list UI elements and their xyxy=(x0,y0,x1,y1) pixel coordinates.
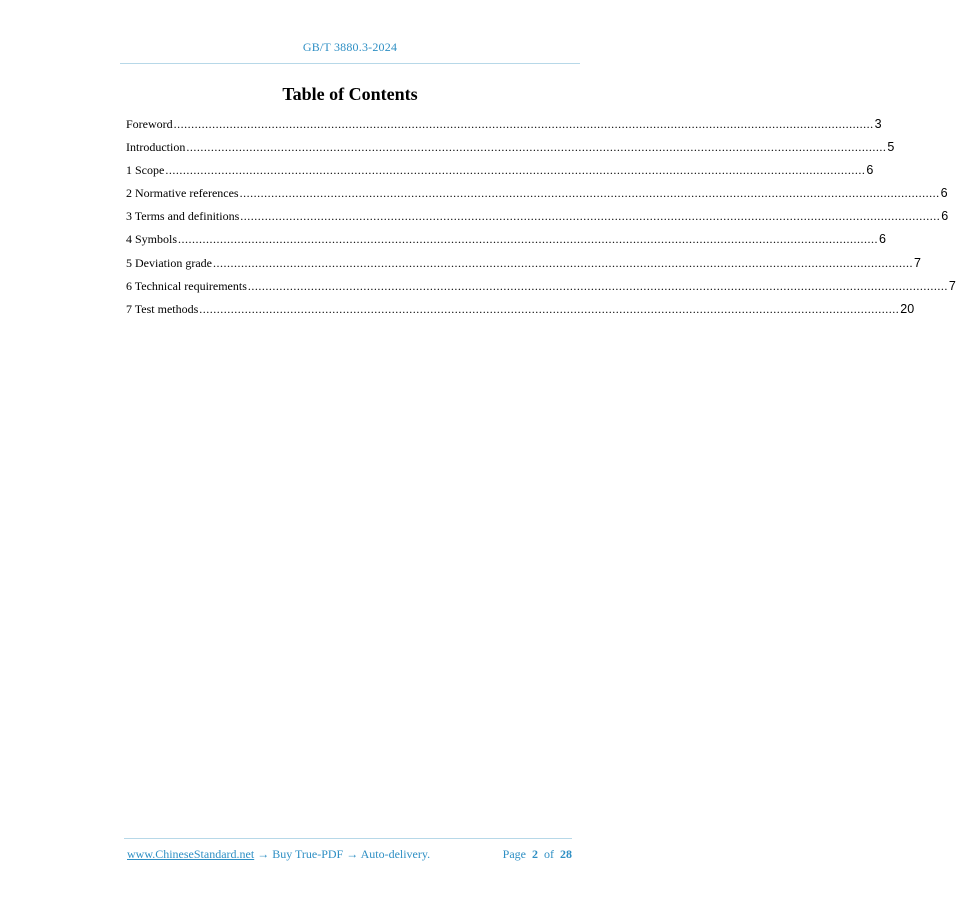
toc-entry-technical-requirements[interactable] xyxy=(126,278,956,302)
footer-left xyxy=(127,847,430,862)
toc-entry-label: 6 Technical requirements xyxy=(126,278,247,293)
toc-dot-leader: ........................................................................................................................................................................................................ xyxy=(240,209,941,224)
page-footer xyxy=(127,847,572,862)
toc-entry-foreword[interactable] xyxy=(126,117,882,140)
toc-entry-page: 7 xyxy=(948,278,956,293)
total-pages-number: 28 xyxy=(560,847,572,861)
toc-entry-label: 7 Test methods xyxy=(126,301,199,316)
toc-entry-label: 4 Symbols xyxy=(126,232,178,247)
toc-entry-test-methods[interactable] xyxy=(126,301,915,325)
toc-entry-scope[interactable] xyxy=(126,163,874,186)
toc-entry-label: 5 Deviation grade xyxy=(126,255,212,270)
toc-entry-terms-and-definitions[interactable] xyxy=(126,209,949,232)
toc-entry-page: 3 xyxy=(874,117,882,131)
toc-entry-page: 20 xyxy=(900,301,915,316)
page-indicator xyxy=(503,847,572,862)
page-word: Page xyxy=(502,847,526,861)
footer-divider xyxy=(124,838,572,839)
toc-entry-deviation-grade[interactable] xyxy=(126,255,921,279)
header-standard-number: GB/T 3880.3-2024 xyxy=(302,40,398,54)
toc-entry-normative-references[interactable] xyxy=(126,186,948,209)
toc-dot-leader: ........................................................................................................................................................................................................ xyxy=(212,255,913,270)
toc-list xyxy=(126,117,956,325)
toc-dot-leader: ........................................................................................................................................................................................................ xyxy=(178,232,879,247)
toc-entry-label: 2 Normative references xyxy=(126,186,239,201)
toc-entry-introduction[interactable] xyxy=(126,140,895,163)
current-page-number: 2 xyxy=(532,847,538,861)
toc-entry-page: 6 xyxy=(940,186,948,201)
toc-entry-page: 6 xyxy=(941,209,949,224)
toc-entry-page: 6 xyxy=(866,163,874,178)
toc-title: Table of Contents xyxy=(282,84,418,104)
of-word: of xyxy=(544,847,554,861)
toc-entry-label: 3 Terms and definitions xyxy=(126,209,240,224)
toc-entry-label: 1 Scope xyxy=(126,163,165,178)
footer-tagline: → Buy True-PDF → Auto-delivery. xyxy=(254,847,431,861)
toc-dot-leader: ........................................................................................................................................................................................................ xyxy=(239,186,940,201)
toc-dot-leader: ........................................................................................................................................................................................................ xyxy=(199,301,900,316)
toc-entry-symbols[interactable] xyxy=(126,232,886,255)
toc-entry-label: Foreword xyxy=(126,117,173,131)
toc-dot-leader: ........................................................................................................................................................................................................ xyxy=(247,278,948,293)
toc-entry-page: 5 xyxy=(887,140,895,155)
header-divider xyxy=(120,63,580,64)
toc-dot-leader: ........................................................................................................................................................................................................ xyxy=(165,163,866,178)
toc-dot-leader: ........................................................................................................................................................................................................ xyxy=(173,117,874,131)
toc-entry-page: 6 xyxy=(879,232,886,247)
toc-dot-leader: ........................................................................................................................................................................................................ xyxy=(186,140,887,155)
toc-entry-label: Introduction xyxy=(126,140,186,155)
toc-entry-page: 7 xyxy=(913,255,921,270)
site-link[interactable]: www.ChineseStandard.net xyxy=(127,847,255,861)
